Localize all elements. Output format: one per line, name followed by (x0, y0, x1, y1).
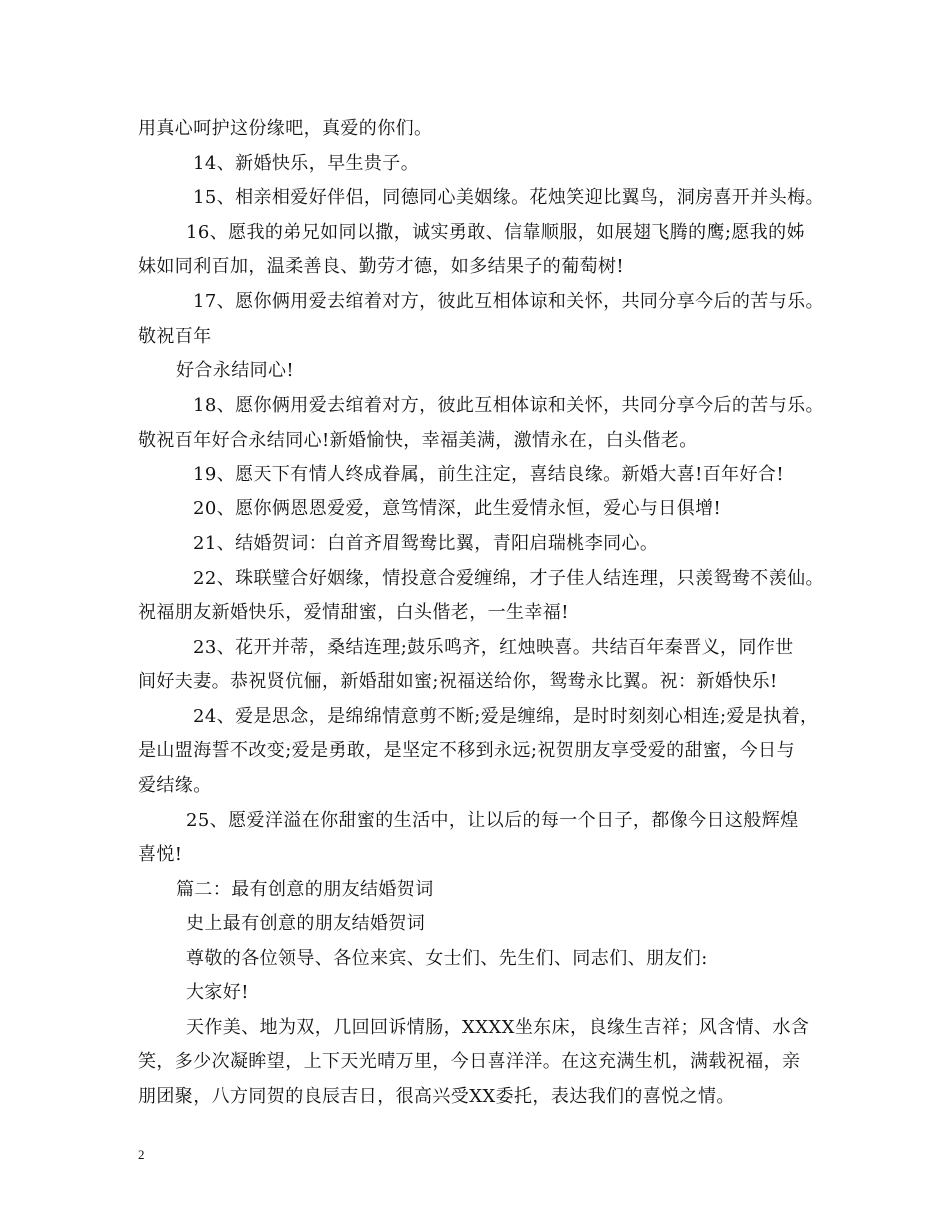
text-line: 尊敬的各位领导、各位来宾、女士们、先生们、同志们、朋友们: (186, 948, 708, 969)
text-line: 笑，多少次凝眸望，上下天光晴万里，今日喜洋洋。在这充满生机，满载祝福，亲 (138, 1051, 801, 1072)
text-line: 14、新婚快乐，早生贵子。 (193, 153, 420, 174)
text-line: 大家好! (186, 982, 249, 1003)
text-line: 22、珠联璧合好姻缘，情投意合爱缠绵，才子佳人结连理，只羡鸳鸯不羡仙。 (193, 568, 824, 589)
text-line: 天作美、地为双，几回回诉情肠，XXXX坐东床，良缘生吉祥；风含情、水含 (186, 1017, 810, 1038)
text-line: 敬祝百年好合永结同心!新婚愉快，幸福美满，激情永在，白头偕老。 (138, 430, 698, 451)
page-number: 2 (138, 1147, 145, 1162)
section-heading: 篇二：最有创意的朋友结婚贺词 (176, 879, 434, 900)
text-line: 间好夫妻。恭祝贤伉俪，新婚甜如蜜;祝福送给你，鸳鸯永比翼。祝：新婚快乐! (138, 671, 778, 692)
text-line: 喜悦! (138, 844, 183, 865)
text-line: 16、愿我的弟兄如同以撒，诚实勇敢、信靠顺服，如展翅飞腾的鹰;愿我的姊 (186, 222, 805, 243)
text-line: 19、愿天下有情人终成眷属，前生注定，喜结良缘。新婚大喜!百年好合! (193, 464, 784, 485)
section-subtitle: 史上最有创意的朋友结婚贺词 (186, 913, 426, 934)
text-line: 21、结婚贺词：白首齐眉鸳鸯比翼，青阳启瑞桃李同心。 (193, 533, 659, 554)
text-line: 祝福朋友新婚快乐，爱情甜蜜，白头偕老，一生幸福! (138, 602, 569, 623)
text-line: 妹如同利百加，温柔善良、勤劳才德，如多结果子的葡萄树! (138, 256, 625, 277)
text-line: 朋团聚，八方同贺的良辰吉日，很高兴受XX委托，表达我们的喜悦之情。 (138, 1086, 735, 1107)
text-line: 23、花开并蒂，桑结连理;鼓乐鸣齐，红烛映喜。共结百年秦晋义，同作世 (193, 637, 794, 658)
text-line: 17、愿你俩用爱去绾着对方，彼此互相体谅和关怀，共同分享今后的苦与乐。 (193, 291, 824, 312)
text-line: 25、愿爱洋溢在你甜蜜的生活中，让以后的每一个日子，都像今日这般辉煌 (186, 810, 799, 831)
text-line: 15、相亲相爱好伴侣，同德同心美姻缘。花烛笑迎比翼鸟，洞房喜开并头梅。 (193, 187, 824, 208)
text-line: 是山盟海誓不改变;爱是勇敢，是坚定不移到永远;祝贺朋友享受爱的甜蜜，今日与 (138, 740, 795, 761)
text-line: 爱结缘。 (138, 775, 212, 796)
text-line: 敬祝百年 (138, 326, 212, 347)
text-line: 用真心呵护这份缘吧，真爱的你们。 (138, 118, 433, 139)
text-line: 好合永结同心! (176, 360, 295, 381)
text-line: 18、愿你俩用爱去绾着对方，彼此互相体谅和关怀，共同分享今后的苦与乐。 (193, 395, 824, 416)
text-line: 20、愿你俩恩恩爱爱，意笃情深，此生爱情永恒，爱心与日俱增! (193, 498, 722, 519)
text-line: 24、爱是思念，是绵绵情意剪不断;爱是缠绵，是时时刻刻心相连;爱是执着， (193, 706, 819, 727)
